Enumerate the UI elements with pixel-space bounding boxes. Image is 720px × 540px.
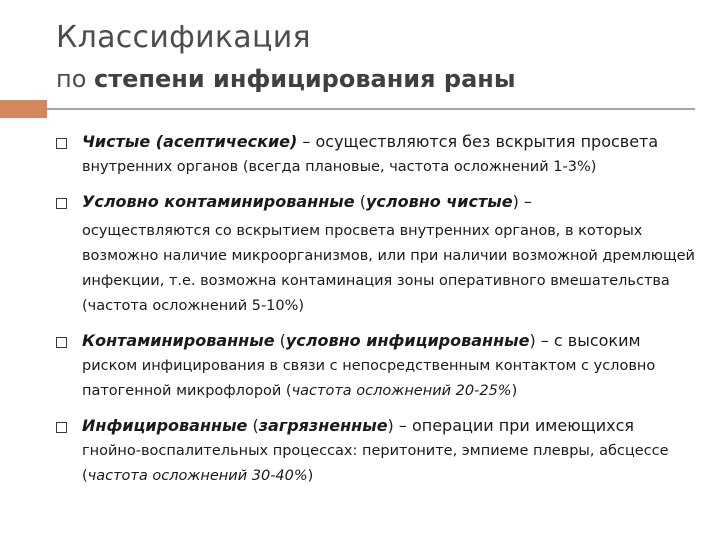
title-line-1: Классификация xyxy=(56,20,311,55)
item-term: Контаминированные xyxy=(82,331,275,350)
list-item-infected: Инфицированные (загрязненные) – операции при имеющихся гнойно-воспалительных процессах: перитоните, эмпиеме плевры, абсцессе (частота осложнений 30-40%) xyxy=(56,412,696,489)
title-line-2-bold: степени инфицирования раны xyxy=(94,65,516,93)
item-term: Инфицированные xyxy=(82,416,248,435)
item-body: внутренних органов (всегда плановые, частота осложнений 1-3%) xyxy=(82,159,597,175)
slide-title xyxy=(56,18,696,96)
item-term: Чистые (асептические) xyxy=(82,132,298,151)
list-item-clean xyxy=(56,128,696,180)
item-body: осуществляются со вскрытием просвета внутренних органов, в которых возможно наличие микроорганизмов, или при наличии возможной дремлющей инфекции, т.е. возможна контаминация зоны оперативного вмешательства (частота осложнений 5-10%) xyxy=(82,223,695,314)
classification-list xyxy=(56,128,696,489)
item-term: Условно контаминированные xyxy=(82,192,355,211)
item-dash-text: – осуществляются без вскрытия просвета xyxy=(297,132,659,151)
item-body: гнойно-воспалительных процессах: перитоните, эмпиеме плевры, абсцессе (частота осложнений 30-40%) xyxy=(82,443,669,484)
item-term-alt: условно инфицированные xyxy=(285,331,530,350)
title-line-2-prefix: по xyxy=(56,65,95,93)
item-body: риском инфицирования в связи с непосредственным контактом с условно патогенной микрофлорой (частота осложнений 20-25%) xyxy=(82,358,656,399)
accent-bar xyxy=(0,100,47,118)
square-bullet-icon xyxy=(56,337,67,348)
square-bullet-icon xyxy=(56,138,67,149)
title-divider xyxy=(47,108,695,110)
item-term-alt: загрязненные xyxy=(258,416,388,435)
item-term-alt: условно чистые xyxy=(365,192,513,211)
square-bullet-icon xyxy=(56,422,67,433)
title-line-2 xyxy=(56,62,696,96)
list-item-clean-contaminated: Условно контаминированные (условно чистые) – осуществляются со вскрытием просвета внутренних органов, в которых возможно наличие микроорганизмов, или при наличии возможной дремлющей инфекции, т.е. возможна контаминация зоны оперативного вмешательства (частота осложнений 5-10%) xyxy=(56,188,696,319)
list-item-contaminated: Контаминированные (условно инфицированные) – с высоким риском инфицирования в связи с непосредственным контактом с условно патогенной микрофлорой (частота осложнений 20-25%) xyxy=(56,327,696,404)
square-bullet-icon xyxy=(56,198,67,209)
